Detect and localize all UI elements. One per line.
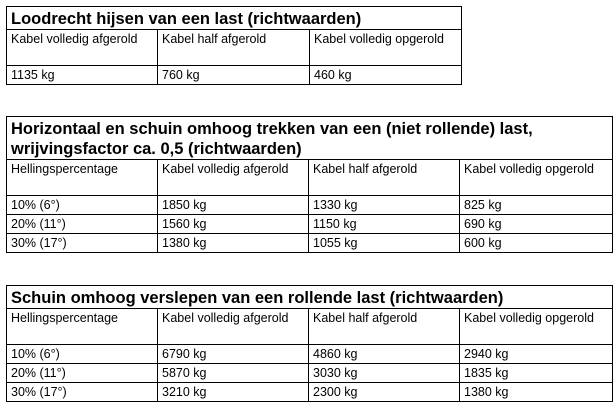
table-cell: 760 kg xyxy=(158,66,310,85)
vertical-lift-table xyxy=(6,6,462,85)
table-cell: 6790 kg xyxy=(158,345,309,364)
table-cell: 1380 kg xyxy=(460,383,613,402)
rolling-load-table xyxy=(6,285,613,402)
table-row xyxy=(7,66,462,85)
table-cell: 825 kg xyxy=(460,196,613,215)
table-row xyxy=(7,215,613,234)
table-header-row xyxy=(7,30,462,66)
table-cell: 20% (11°) xyxy=(7,364,158,383)
header-cell: Kabel volledig afgerold xyxy=(7,30,158,66)
table-cell: 1380 kg xyxy=(158,234,309,253)
table-cell: 3210 kg xyxy=(158,383,309,402)
table-cell: 4860 kg xyxy=(309,345,460,364)
table-title-row xyxy=(7,286,613,309)
table-header-row xyxy=(7,309,613,345)
table-cell: 30% (17°) xyxy=(7,234,158,253)
table-cell: 1135 kg xyxy=(7,66,158,85)
table-cell: 1835 kg xyxy=(460,364,613,383)
header-cell: Kabel volledig afgerold xyxy=(158,309,309,345)
table-title-row xyxy=(7,7,462,30)
table-row xyxy=(7,345,613,364)
table-row xyxy=(7,196,613,215)
header-cell: Hellingspercentage xyxy=(7,160,158,196)
table-row xyxy=(7,364,613,383)
table-cell: 1330 kg xyxy=(309,196,460,215)
header-cell: Kabel half afgerold xyxy=(309,309,460,345)
header-cell: Kabel volledig opgerold xyxy=(310,30,462,66)
table-cell: 30% (17°) xyxy=(7,383,158,402)
table-header-row xyxy=(7,160,613,196)
table-title: Horizontaal en schuin omhoog trekken van een (niet rollende) last, wrijvingsfactor ca. 0,5 (richtwaarden) xyxy=(7,117,613,160)
table-title: Schuin omhoog verslepen van een rollende last (richtwaarden) xyxy=(7,286,613,309)
table-cell: 690 kg xyxy=(460,215,613,234)
table-cell: 10% (6°) xyxy=(7,345,158,364)
table-row xyxy=(7,383,613,402)
horizontal-pull-table xyxy=(6,116,613,253)
header-cell: Kabel volledig opgerold xyxy=(460,309,613,345)
table-title-row xyxy=(7,117,613,160)
header-cell: Hellingspercentage xyxy=(7,309,158,345)
table-cell: 1150 kg xyxy=(309,215,460,234)
table-cell: 2940 kg xyxy=(460,345,613,364)
header-cell: Kabel half afgerold xyxy=(158,30,310,66)
header-cell: Kabel half afgerold xyxy=(309,160,460,196)
table-cell: 2300 kg xyxy=(309,383,460,402)
table-cell: 1055 kg xyxy=(309,234,460,253)
table-cell: 600 kg xyxy=(460,234,613,253)
table-cell: 460 kg xyxy=(310,66,462,85)
header-cell: Kabel volledig opgerold xyxy=(460,160,613,196)
table-cell: 20% (11°) xyxy=(7,215,158,234)
table-cell: 10% (6°) xyxy=(7,196,158,215)
table-row xyxy=(7,234,613,253)
header-cell: Kabel volledig afgerold xyxy=(158,160,309,196)
table-cell: 5870 kg xyxy=(158,364,309,383)
table-title: Loodrecht hijsen van een last (richtwaarden) xyxy=(7,7,462,30)
table-cell: 3030 kg xyxy=(309,364,460,383)
table-cell: 1850 kg xyxy=(158,196,309,215)
table-cell: 1560 kg xyxy=(158,215,309,234)
